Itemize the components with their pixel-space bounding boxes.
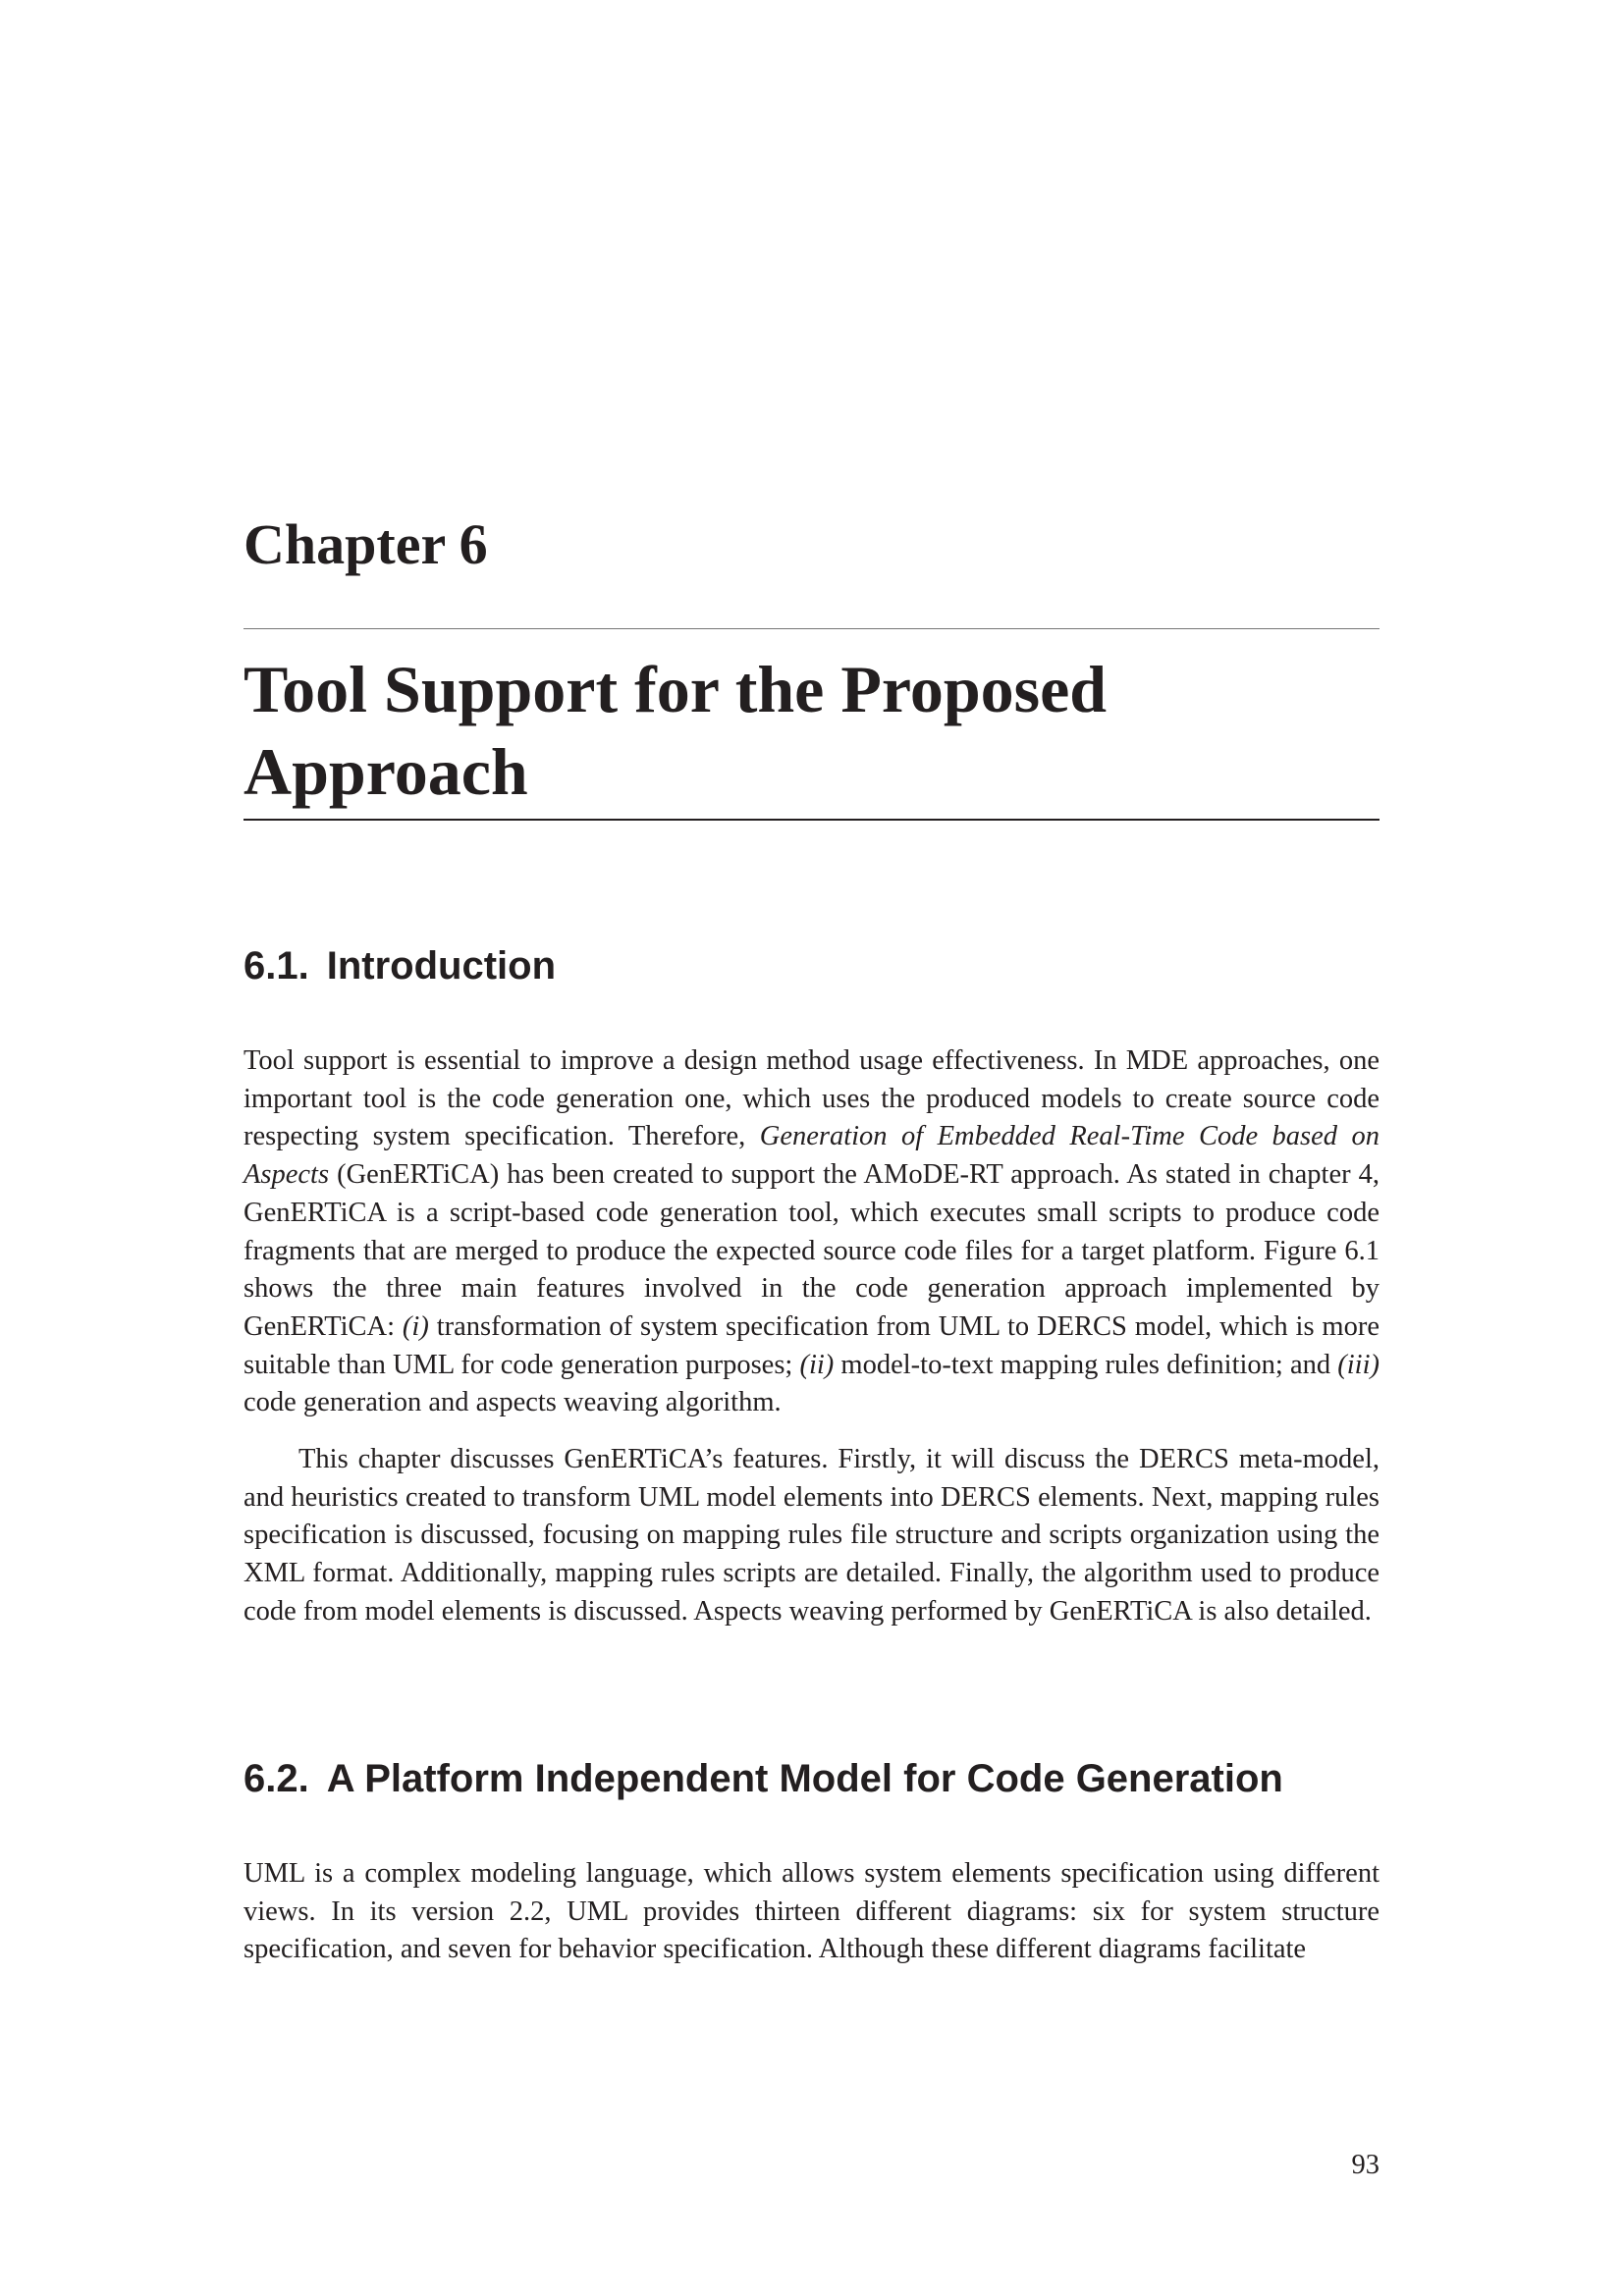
text-run: Tool support is essential to improve a design method usage effectiveness. In MDE approaches, one important tool is the code generation one, which uses the produced models to create source code respecting system specification. Therefore, (243, 1045, 1380, 1152)
italic-enumerator: (i) (402, 1310, 429, 1342)
italic-tool-name: Generation of Embedded Real-Time Code based on Aspects (243, 1121, 1380, 1191)
paragraph-introduction-2: This chapter discusses GenERTiCA’s features. Firstly, it will discuss the DERCS meta-model, and heuristics created to transform UML model elements into DERCS elements. Next, mapping rules specification is discussed, focusing on mapping rules file structure and scripts organization using the XML format. Additionally, mapping rules scripts are detailed. Finally, the algorithm used to produce code from model elements is discussed. Aspects weaving performed by GenERTiCA is also detailed. (243, 1444, 1380, 1627)
paragraph-introduction-1 (243, 1042, 1380, 1422)
paragraph-platform-independent-model-1: UML is a complex modeling language, which allows system elements specification using different views. In its version 2.2, UML provides thirteen different diagrams: six for system structure specification, and seven for behavior specification. Although these different diagrams facilitate (243, 1858, 1380, 1965)
page-number: 93 (1351, 2150, 1380, 2180)
section-heading-introduction (243, 942, 556, 989)
section-title: Introduction (326, 944, 556, 988)
text-run: model-to-text mapping rules definition; and (834, 1349, 1338, 1380)
italic-enumerator: (iii) (1337, 1349, 1380, 1380)
section-heading-platform-independent-model (243, 1755, 1283, 1802)
section-number: 6.1. (243, 944, 309, 988)
section-number: 6.2. (243, 1757, 309, 1800)
chapter-label: Chapter 6 (243, 512, 488, 576)
section-title: A Platform Independent Model for Code Generation (326, 1757, 1283, 1800)
chapter-title: Tool Support for the Proposed Approach (243, 652, 1108, 809)
text-run: transformation of system specification from UML to DERCS model, which is more suitable than UML for code generation purposes; (243, 1310, 1380, 1380)
chapter-title-bottom-rule (243, 819, 1380, 821)
italic-enumerator: (ii) (799, 1349, 835, 1380)
text-run: (GenERTiCA) has been created to support the AMoDE-RT approach. As stated in chapter 4, GenERTiCA is a script-based code generation tool, which executes small scripts to produce code fragments that are merged to produce the expected source code files for a target platform. Figure 6.1 shows the three main features involved in the code generation approach implemented by GenERTiCA: (243, 1159, 1380, 1342)
chapter-title-top-rule (243, 628, 1380, 629)
text-run: code generation and aspects weaving algorithm. (243, 1387, 782, 1418)
